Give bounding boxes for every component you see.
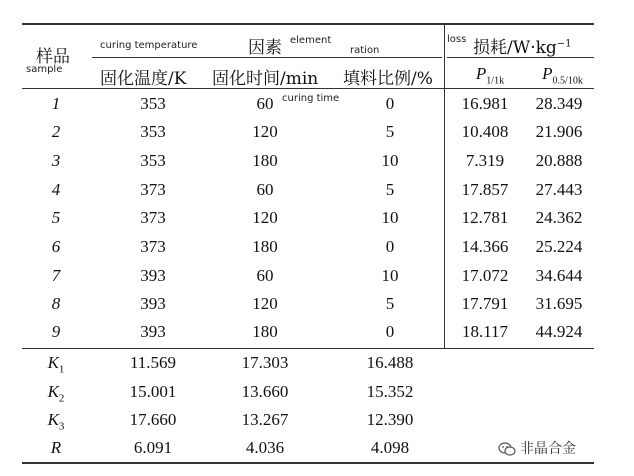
cell-p1: 7.319 [465,151,505,170]
cell-p2: 44.924 [535,322,583,341]
cell-ratio: 10 [381,266,399,285]
stat-ratio: 4.098 [370,438,410,457]
cell-p1: 14.366 [461,237,509,256]
cell-p2: 24.362 [535,208,583,227]
col-ratio-header: 填料比例/% [343,69,433,89]
bottom-rule [22,462,594,464]
cell-temp: 393 [140,322,166,341]
col-time-header: 固化时间/min [212,69,319,89]
cell-time: 60 [256,180,274,199]
cell-p1: 18.117 [461,322,509,341]
cell-ratio: 0 [385,237,395,256]
factor-header: 因素 [248,38,282,58]
col-temp-header: 固化温度/K [100,69,187,89]
stat-time: 4.036 [245,438,285,457]
stat-subscript: 1 [58,363,65,376]
p1-subscript: 1/1k [486,75,505,87]
stat-time: 13.267 [241,410,289,429]
cell-temp: 373 [140,237,166,256]
cell-p2: 25.224 [535,237,583,256]
stat-temp: 15.001 [129,382,177,401]
section-rule [22,348,594,349]
stat-label [36,438,76,460]
cell-ratio: 10 [381,208,399,227]
p2-subscript: 0.5/10k [552,75,583,87]
stat-symbol: R [50,438,62,457]
cell-temp: 373 [140,208,166,227]
loss-header [473,33,572,58]
cell-p1: 17.857 [461,180,509,199]
stat-symbol: K [47,410,59,429]
cell-p2: 27.443 [535,180,583,199]
cell-p2: 31.695 [535,294,583,313]
loss-header-text: 损耗/W·kg [473,38,557,58]
stat-ratio: 15.352 [366,382,414,401]
watermark-text: 非晶合金 [520,441,576,457]
cell-ratio: 5 [385,122,395,141]
cell-p1: 17.791 [461,294,509,313]
cell-time: 180 [252,322,278,341]
row-id: 7 [51,266,61,285]
row-id: 1 [51,94,61,113]
curing-temperature-annotation: curing temperature [100,40,198,51]
stat-time: 17.303 [241,353,289,372]
cell-time: 120 [252,294,278,313]
stat-label [36,353,76,375]
stat-subscript: 3 [58,420,65,433]
sample-header: 样品 [36,47,70,67]
watermark [498,438,576,458]
stat-temp: 11.569 [129,353,177,372]
cell-ratio: 5 [385,294,395,313]
row-id: 5 [51,208,61,227]
cell-temp: 353 [140,94,166,113]
row-id: 8 [51,294,61,313]
col-p2-header [525,64,600,86]
cell-p1: 12.781 [461,208,509,227]
cell-p2: 28.349 [535,94,583,113]
cell-time: 60 [256,266,274,285]
cell-p1: 17.072 [461,266,509,285]
curing-time-annotation: curing time [282,93,340,104]
p2-symbol: P [542,64,553,83]
cell-p1: 10.408 [461,122,509,141]
cell-ratio: 0 [385,322,395,341]
stat-label [36,382,76,404]
cell-p1: 16.981 [461,94,509,113]
cell-time: 120 [252,122,278,141]
cell-temp: 373 [140,180,166,199]
p1-symbol: P [475,64,487,83]
factor-annotation: element [290,35,332,46]
top-rule [22,23,594,25]
stat-ratio: 12.390 [366,410,414,429]
cell-ratio: 5 [385,180,395,199]
stat-label [36,410,76,432]
stat-subscript: 2 [58,392,65,405]
cell-p2: 20.888 [535,151,583,170]
cell-time: 60 [256,94,274,113]
loss-exponent: −1 [556,38,572,50]
cell-temp: 393 [140,294,166,313]
ratio-annotation: ration [350,45,380,56]
row-id: 4 [51,180,61,199]
stat-temp: 17.660 [129,410,177,429]
cell-temp: 353 [140,151,166,170]
stat-temp: 6.091 [133,438,173,457]
cell-time: 120 [252,208,278,227]
stat-symbol: K [47,382,59,401]
col-p1-header [455,64,525,86]
cell-temp: 393 [140,266,166,285]
row-id: 2 [51,122,61,141]
stat-time: 13.660 [241,382,289,401]
sample-annotation: sample [26,64,63,75]
wechat-icon [498,442,516,456]
stat-ratio: 16.488 [366,353,414,372]
row-id: 3 [51,151,61,170]
row-id: 6 [51,237,61,256]
cell-temp: 353 [140,122,166,141]
stat-symbol: K [47,353,59,372]
cell-ratio: 10 [381,151,399,170]
cell-p2: 34.644 [535,266,583,285]
cell-ratio: 0 [385,94,395,113]
cell-time: 180 [252,237,278,256]
loss-annotation: loss [447,34,467,45]
row-id: 9 [51,322,61,341]
cell-p2: 21.906 [535,122,583,141]
cell-time: 180 [252,151,278,170]
